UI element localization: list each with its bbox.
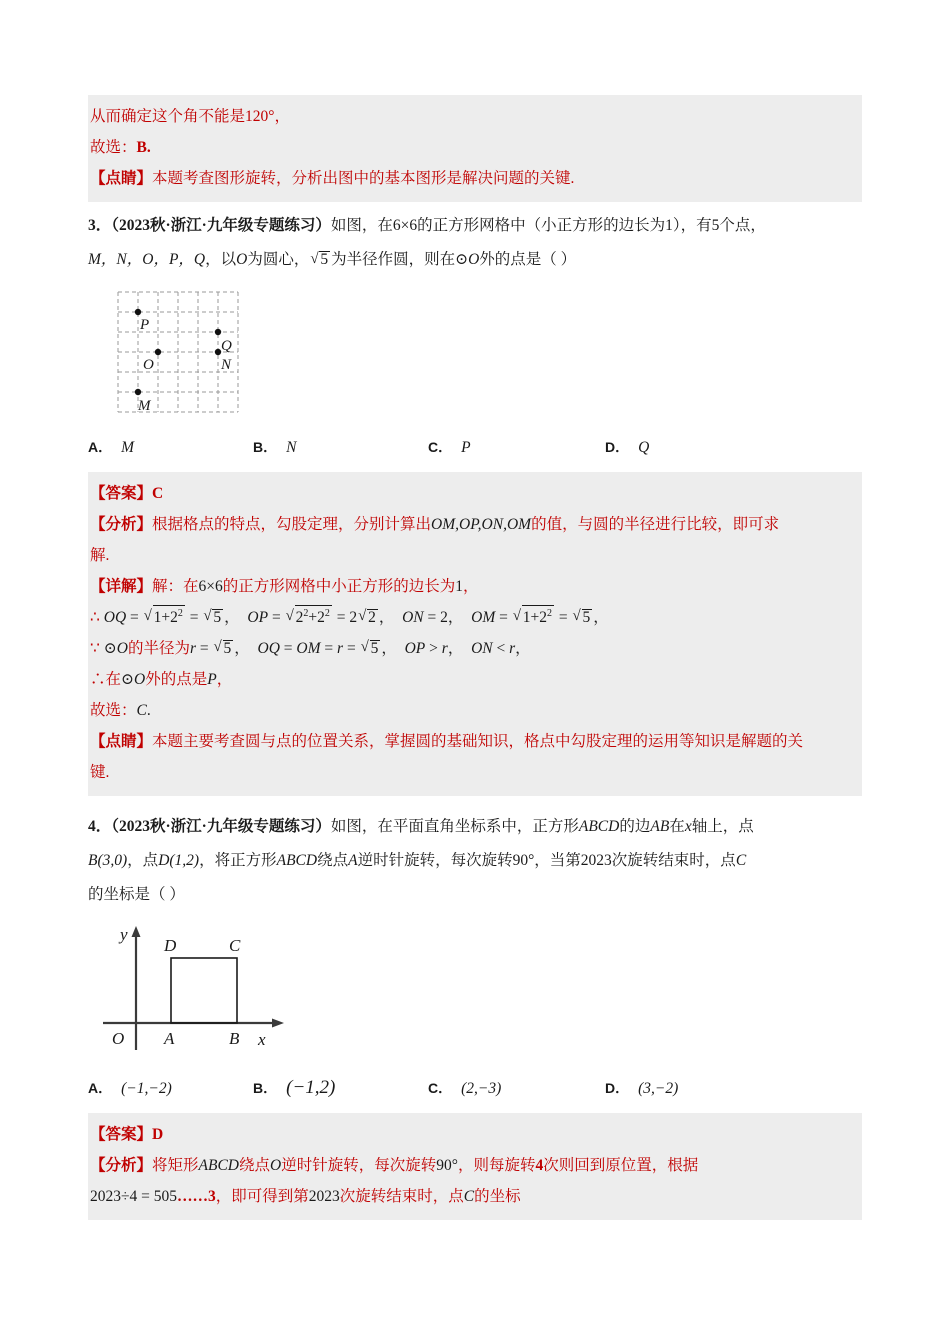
answer-line [88,1119,862,1150]
side-length: 1 [665,217,673,234]
option-A-value: (−1,−2) [121,1080,172,1097]
text-segment: ，将正方形 [199,852,277,869]
text-segment: ，则每旋转 [457,1157,536,1174]
text-segment: ， [274,108,290,125]
option-B[interactable] [253,1073,428,1104]
point-O-label: O [143,357,154,373]
choose-line [88,695,862,726]
point-C-name: C [463,1188,475,1205]
axes-figure [98,920,328,1060]
text-segment: 在 [669,818,685,835]
rotation-times: 2023 [580,852,612,869]
grid-size: 6×6 [392,217,418,234]
text-segment: ，当第 [534,852,581,869]
text-segment: 外的点是 [145,671,208,688]
rotation-angle: 90° [436,1157,458,1174]
text-segment: 解. [90,547,110,564]
option-B[interactable] [253,432,428,463]
outside-point: P [207,671,217,688]
point-P-label: P [140,317,150,333]
text-segment: ， [216,671,233,688]
question-3-solution-block [88,472,862,796]
axis-name: x [684,818,692,835]
option-B-label: B． [253,439,278,455]
text-segment: ，点 [127,852,159,869]
option-D[interactable] [605,432,649,463]
vertex-A-label: A [164,1029,175,1048]
chosen-answer: C [136,702,147,719]
option-D-label: D． [605,1080,630,1096]
question-4-stem-line-1 [88,810,862,844]
text-segment: 在 [105,671,122,688]
remainder: 3 [208,1188,216,1205]
note-text-cont: 键. [90,764,110,781]
question-4-figure-wrapper [88,914,862,1065]
question-4 [88,796,862,914]
analysis-line-1 [88,1150,862,1181]
option-A-label: A． [88,439,113,455]
text-segment: 的正方形网格中小正方形的边长为 [222,578,456,595]
point-list: M，N，O，P，Q [88,251,206,268]
question-4-options [88,1065,862,1113]
text-segment: 逆时针旋转，每次旋转 [281,1157,437,1174]
text-segment: ， [463,578,479,595]
square-name: ABCD [578,818,620,835]
option-C[interactable] [428,432,605,463]
text-segment: 外的点是（ ） [479,251,577,268]
solution-block-previous [88,95,862,202]
circle-center: O [236,251,248,268]
option-A[interactable] [88,432,253,463]
text-segment: 次旋转结束时，点 [611,852,736,869]
detail-line-1 [88,571,862,602]
question-number: 3． [88,217,112,234]
question-number: 4． [88,818,112,835]
rotation-times: 2023 [308,1188,340,1205]
text-segment: 轴上，点 [691,818,754,835]
text-segment: 次则回到原位置，根据 [543,1157,699,1174]
option-C-value: P [461,439,471,456]
option-D-label: D． [605,439,630,455]
square-name-2: ABCD [276,852,318,869]
question-3-options [88,424,862,472]
option-C[interactable] [428,1073,605,1104]
text-segment: 为圆心， [247,251,310,268]
option-B-value: (−1,2) [286,1077,336,1098]
question-3 [88,202,862,279]
question-3-stem-line-1 [88,209,862,243]
text-segment: ），有 [672,217,712,234]
analysis-tag: 【分析】 [90,516,153,533]
detail-math-line-1: ∴ OQ = √ $1+2^2$ = √ 5 ， OP = √ $2^2+2^2 = 2$ √ 2 ， ON = 2， OM = √ $1+2^2$ = √ 5 ， [88,602,862,633]
option-D[interactable] [605,1073,678,1104]
therefore-symbol: ∴ [90,671,106,688]
analysis-line-2 [88,1181,862,1212]
option-B-label: B． [253,1080,278,1096]
angle-value: 120° [245,108,275,125]
detail-tag: 【详解】 [90,578,153,595]
vertex-B-label: B [229,1029,240,1048]
analysis-line-1 [88,509,862,540]
answer-tag: 【答案】 [90,485,153,502]
text-segment: 如图，在平面直角坐标系中，正方形 [330,818,579,835]
answer-value: C [152,485,164,502]
question-source: （2023秋·浙江·九年级专题练习） [111,217,331,234]
point-Q-dot [215,329,221,335]
top-margin [88,0,862,95]
x-axis-label: x [258,1030,266,1049]
detail-math-line-2: ∵ ⊙O的半径为r = √ 5 ， OQ = OM = r = √ 5 ， OP > r， ON < r， [88,633,862,664]
note-line-2 [88,757,862,788]
text-segment: 的坐标 [474,1188,521,1205]
note-line-1 [88,726,862,757]
text-segment: 的边 [619,818,651,835]
y-axis-arrow [132,926,141,937]
solution-line-conclusion [88,101,862,132]
text-segment: 从而确定这个角不能是 [90,108,246,125]
question-3-stem-line-2 [88,243,862,277]
analysis-tag: 【分析】 [90,1157,153,1174]
question-4-stem-line-2 [88,844,862,878]
option-A-label: A． [88,1080,113,1096]
text-segment: 解：在 [152,578,199,595]
text-segment: 的半径为 [127,640,190,657]
rotation-period: 4 [535,1157,544,1174]
answer-letter: B. [136,139,151,156]
therefore-symbol: ∴ [90,609,100,626]
point-C-name: C [735,852,747,869]
origin-label: O [112,1029,125,1048]
option-C-label: C． [428,1080,453,1096]
vertex-D-label: D [164,936,177,955]
option-C-value: (2,−3) [461,1080,502,1097]
option-A-value: M [121,439,135,456]
square-ABCD [171,958,237,1023]
point-D-coord: D(1,2) [158,852,200,869]
answer-line [88,478,862,509]
option-A[interactable] [88,1073,253,1104]
rotation-angle: 90° [512,852,535,869]
x-axis-arrow [272,1019,284,1028]
point-N-label: N [221,357,232,373]
option-B-value: N [286,439,297,456]
text-segment: 次旋转结束时，点 [339,1188,464,1205]
question-source: （2023秋·浙江·九年级专题练习） [111,818,331,835]
edge-name: AB [650,818,670,835]
note-text: 本题考查图形旋转，分析出图中的基本图形是解决问题的关键. [152,170,575,187]
division-expression: 2023÷4 = 505 [90,1188,177,1205]
because-symbol: ∵ [90,640,100,657]
point-B-coord: B(3,0) [88,852,128,869]
point-O-dot [155,349,161,355]
text-segment: 为半径作圆，则在⊙ [331,251,469,268]
radius-sqrt: √ 5 [310,243,330,277]
answer-value: D [152,1126,164,1143]
question-3-figure-wrapper [88,279,862,424]
dots: …… [177,1188,208,1205]
detail-conclusion-line: ∴在⊙O外的点是P， [90,671,233,688]
text-segment: ，以 [205,251,237,268]
note-text: 本题主要考查圆与点的位置关系，掌握圆的基础知识，格点中勾股定理的运用等知识是解题的关 [152,733,804,750]
point-count: 5 [711,217,720,234]
grid-figure [110,287,270,417]
text-segment: 根据格点的特点，勾股定理，分别计算出 [152,516,432,533]
text-segment: 个点， [719,217,766,234]
point-Q-label: Q [221,338,232,354]
rect-name: ABCD [198,1157,239,1174]
solution-line-choice [88,132,862,163]
detail-grid: 6×6 [198,578,223,595]
analysis-line-2 [88,540,862,571]
text-segment: 绕点 [239,1157,271,1174]
solution-line-note [88,163,862,194]
option-C-label: C． [428,439,453,455]
answer-tag: 【答案】 [90,1126,153,1143]
text-segment: 如图，在 [330,217,393,234]
text-segment: 的值，与圆的半径进行比较，即可求 [531,516,780,533]
option-D-value: Q [638,439,650,456]
text-segment: 故选： [90,139,137,156]
text-segment: 故选： [90,702,137,719]
note-tag: 【点睛】 [90,733,153,750]
pivot-point: O [270,1157,282,1174]
text-segment: 的坐标是（ ） [88,886,185,903]
note-tag: 【点睛】 [90,170,153,187]
option-D-value: (3,−2) [638,1080,679,1097]
text-segment: 的正方形网格中（小正方形的边长为 [417,217,666,234]
detail-side: 1 [455,578,464,595]
text-segment: ，即可得到第 [215,1188,309,1205]
circle-letter: O [468,251,480,268]
vertex-C-label: C [229,936,241,955]
analysis-math: OM,OP,ON,OM [431,516,532,533]
question-4-stem-line-3 [88,878,862,912]
point-M-dot [135,389,141,395]
text-segment: . [146,702,151,719]
question-4-solution-block [88,1113,862,1220]
text-segment: 绕点 [317,852,349,869]
text-segment: 逆时针旋转，每次旋转 [357,852,513,869]
point-M-label: M [138,398,151,414]
pivot-point: A [348,852,358,869]
point-P-dot [135,309,141,315]
text-segment: 将矩形 [152,1157,199,1174]
y-axis-label: y [120,925,128,944]
